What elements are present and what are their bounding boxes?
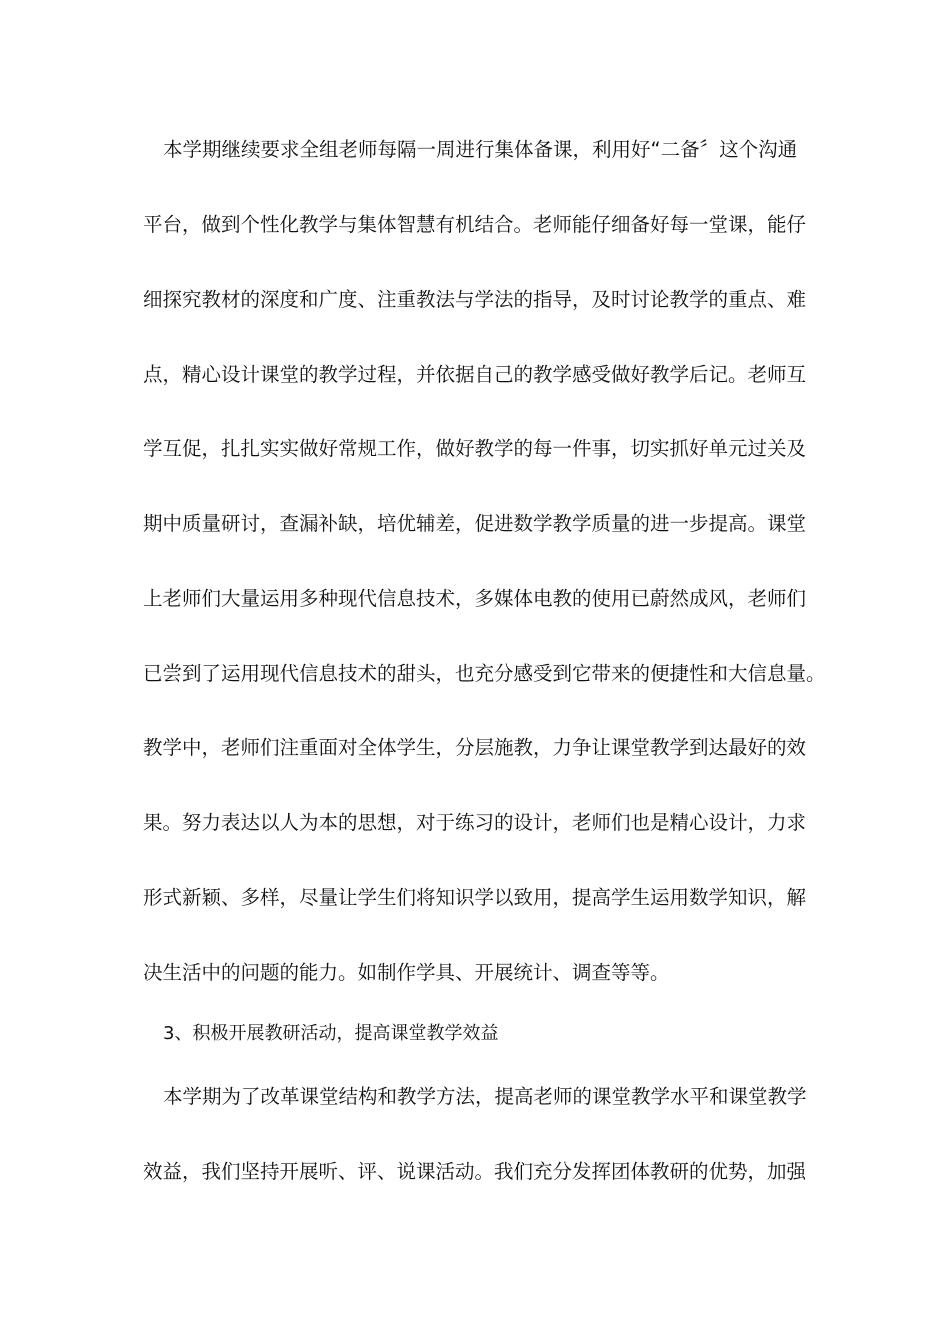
section-heading: 3、积极开展教研活动，提高课堂教学效益	[163, 1023, 499, 1044]
paragraph-1-line-12: 决生活中的问题的能力。如制作学具、开展统计、调查等等。	[143, 961, 670, 984]
paragraph-1-line-3: 细探究教材的深度和广度、注重教法与学法的指导，及时讨论教学的重点、难	[143, 288, 807, 311]
paragraph-1-line-4: 点，精心设计课堂的教学过程，并依据自己的教学感受做好教学后记。老师互	[143, 363, 807, 386]
paragraph-2-line-1: 本学期为了改革课堂结构和教学方法，提高老师的课堂教学水平和课堂教学	[163, 1085, 807, 1108]
paragraph-1-line-11: 形式新颖、多样，尽量让学生们将知识学以致用，提高学生运用数学知识，解	[143, 886, 807, 909]
paragraph-1-line-2: 平台，做到个性化教学与集体智慧有机结合。老师能仔细备好每一堂课，能仔	[143, 213, 807, 236]
paragraph-1-line-8: 已尝到了运用现代信息技术的甜头，也充分感受到它带来的便捷性和大信息量。	[143, 662, 826, 685]
paragraph-1-line-7: 上老师们大量运用多种现代信息技术，多媒体电教的使用已蔚然成风，老师们	[143, 587, 807, 610]
paragraph-1-line-10: 果。努力表达以人为本的思想，对于练习的设计，老师们也是精心设计，力求	[143, 811, 807, 834]
paragraph-1-line-5: 学互促，扎扎实实做好常规工作，做好教学的每一件事，切实抓好单元过关及	[143, 437, 807, 460]
paragraph-2-line-2: 效益，我们坚持开展听、评、说课活动。我们充分发挥团体教研的优势，加强	[143, 1160, 807, 1183]
paragraph-1-line-6: 期中质量研讨，查漏补缺，培优辅差，促进数学教学质量的进一步提高。课堂	[143, 512, 807, 535]
paragraph-1-line-1: 本学期继续要求全组老师每隔一周进行集体备课，利用好“二备〞这个沟通	[163, 138, 798, 161]
paragraph-1-line-9: 教学中，老师们注重面对全体学生，分层施教，力争让课堂教学到达最好的效	[143, 736, 807, 759]
